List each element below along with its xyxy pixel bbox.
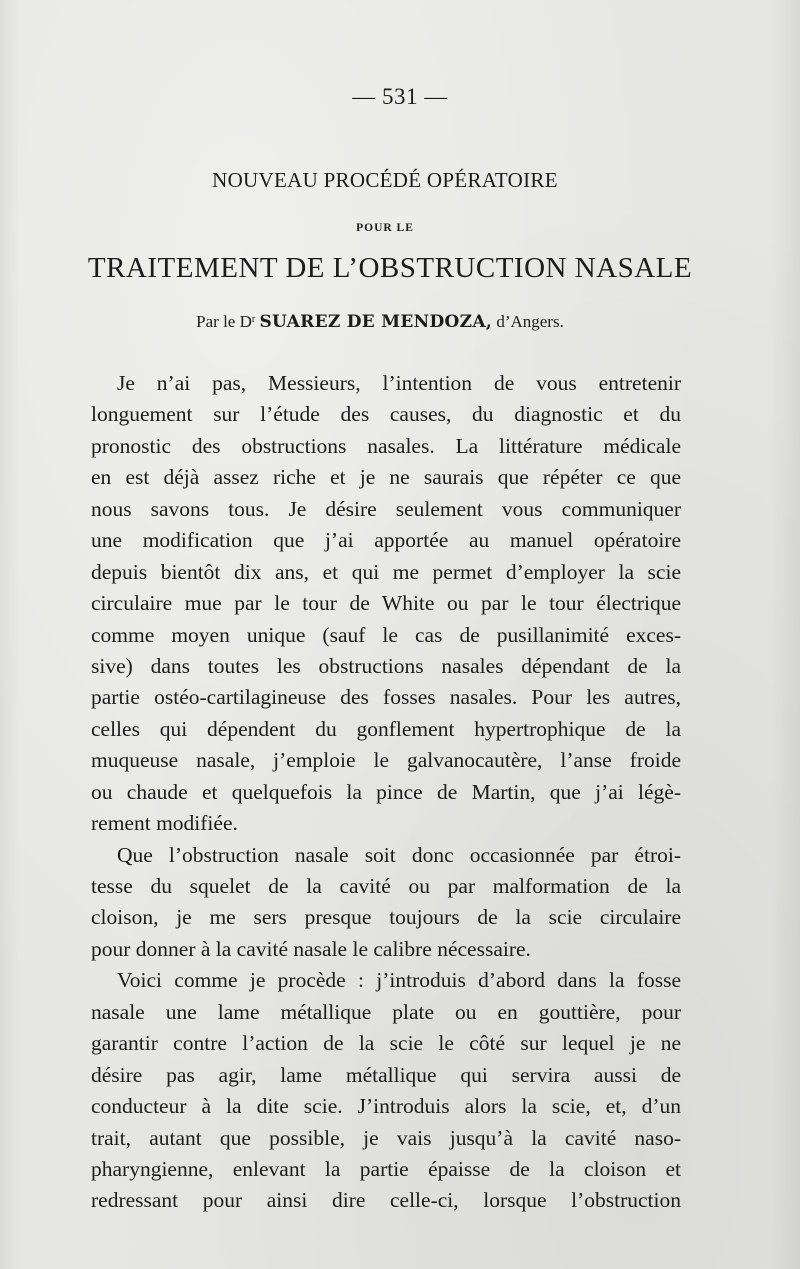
text-line: pharyngienne, enlevant la partie épaisse de la cloison et <box>91 1156 681 1181</box>
page-number: — 531 — <box>352 84 448 109</box>
text-line: depuis bientôt dix ans, et qui me permet d’employer la scie <box>91 559 681 584</box>
text-line: garantir contre l’action de la scie le côté sur lequel je ne <box>91 1031 681 1056</box>
article-title-line-1: NOUVEAU PROCÉDÉ OPÉRATOIRE <box>212 168 558 192</box>
text-line: partie ostéo-cartilagineuse des fosses nasales. Pour les autres, <box>91 685 681 710</box>
text-line: Voici comme je procède : j’introduis d’abord dans la fosse <box>117 968 681 993</box>
article-title-main: TRAITEMENT DE L’OBSTRUCTION NASALE <box>87 252 693 284</box>
text-line: désire pas agir, lame métallique qui servira aussi de <box>91 1062 681 1087</box>
text-line: conducteur à la dite scie. J’introduis alors la scie, et, d’un <box>91 1094 681 1119</box>
byline-prefix: Par le D <box>196 312 252 331</box>
text-line: redressant pour ainsi dire celle-ci, lorsque l’obstruction <box>91 1188 681 1213</box>
text-line: Que l’obstruction nasale soit donc occasionnée par étroi- <box>117 842 681 867</box>
text-line: cloison, je me sers presque toujours de la scie circulaire <box>91 905 681 930</box>
article-title-connector: POUR LE <box>356 222 414 234</box>
text-line: en est déjà assez riche et je ne saurais que répéter ce que <box>91 465 681 490</box>
text-line: une modification que j’ai apportée au manuel opératoire <box>91 528 681 553</box>
text-line: longuement sur l’étude des causes, du diagnostic et du <box>91 402 681 427</box>
text-line: Je n’ai pas, Messieurs, l’intention de vous entretenir <box>117 371 681 395</box>
author-name: SUAREZ DE MENDOZA, <box>259 312 493 332</box>
text-line: nasale une lame métallique plate ou en gouttière, pour <box>91 999 681 1024</box>
text-line: celles qui dépendent du gonflement hypertrophique de la <box>91 716 681 741</box>
text-line: sive) dans toutes les obstructions nasales dépendant de la <box>91 653 681 678</box>
text-line: comme moyen unique (sauf le cas de pusillanimité exces- <box>91 622 681 647</box>
text-line: rement modifiée. <box>91 811 238 836</box>
author-byline <box>0 312 760 332</box>
article-body <box>91 368 681 1217</box>
text-line: trait, autant que possible, je vais jusqu’à la cavité naso- <box>91 1125 681 1150</box>
byline-title-sup: r <box>251 314 256 325</box>
text-line: muqueuse nasale, j’emploie le galvanocautère, l’anse froide <box>91 748 681 773</box>
right-edge-shadow <box>770 0 800 1269</box>
text-line: ou chaude et quelquefois la pince de Martin, que j’ai légè- <box>91 779 681 804</box>
text-line: nous savons tous. Je désire seulement vous communiquer <box>91 496 681 521</box>
author-place: d’Angers. <box>496 312 564 331</box>
text-line: circulaire mue par le tour de White ou par le tour électrique <box>91 591 681 616</box>
text-line: pour donner à la cavité nasale le calibre nécessaire. <box>91 936 531 961</box>
text-line: pronostic des obstructions nasales. La littérature médicale <box>91 433 681 458</box>
text-line: tesse du squelet de la cavité ou par malformation de la <box>91 874 681 898</box>
